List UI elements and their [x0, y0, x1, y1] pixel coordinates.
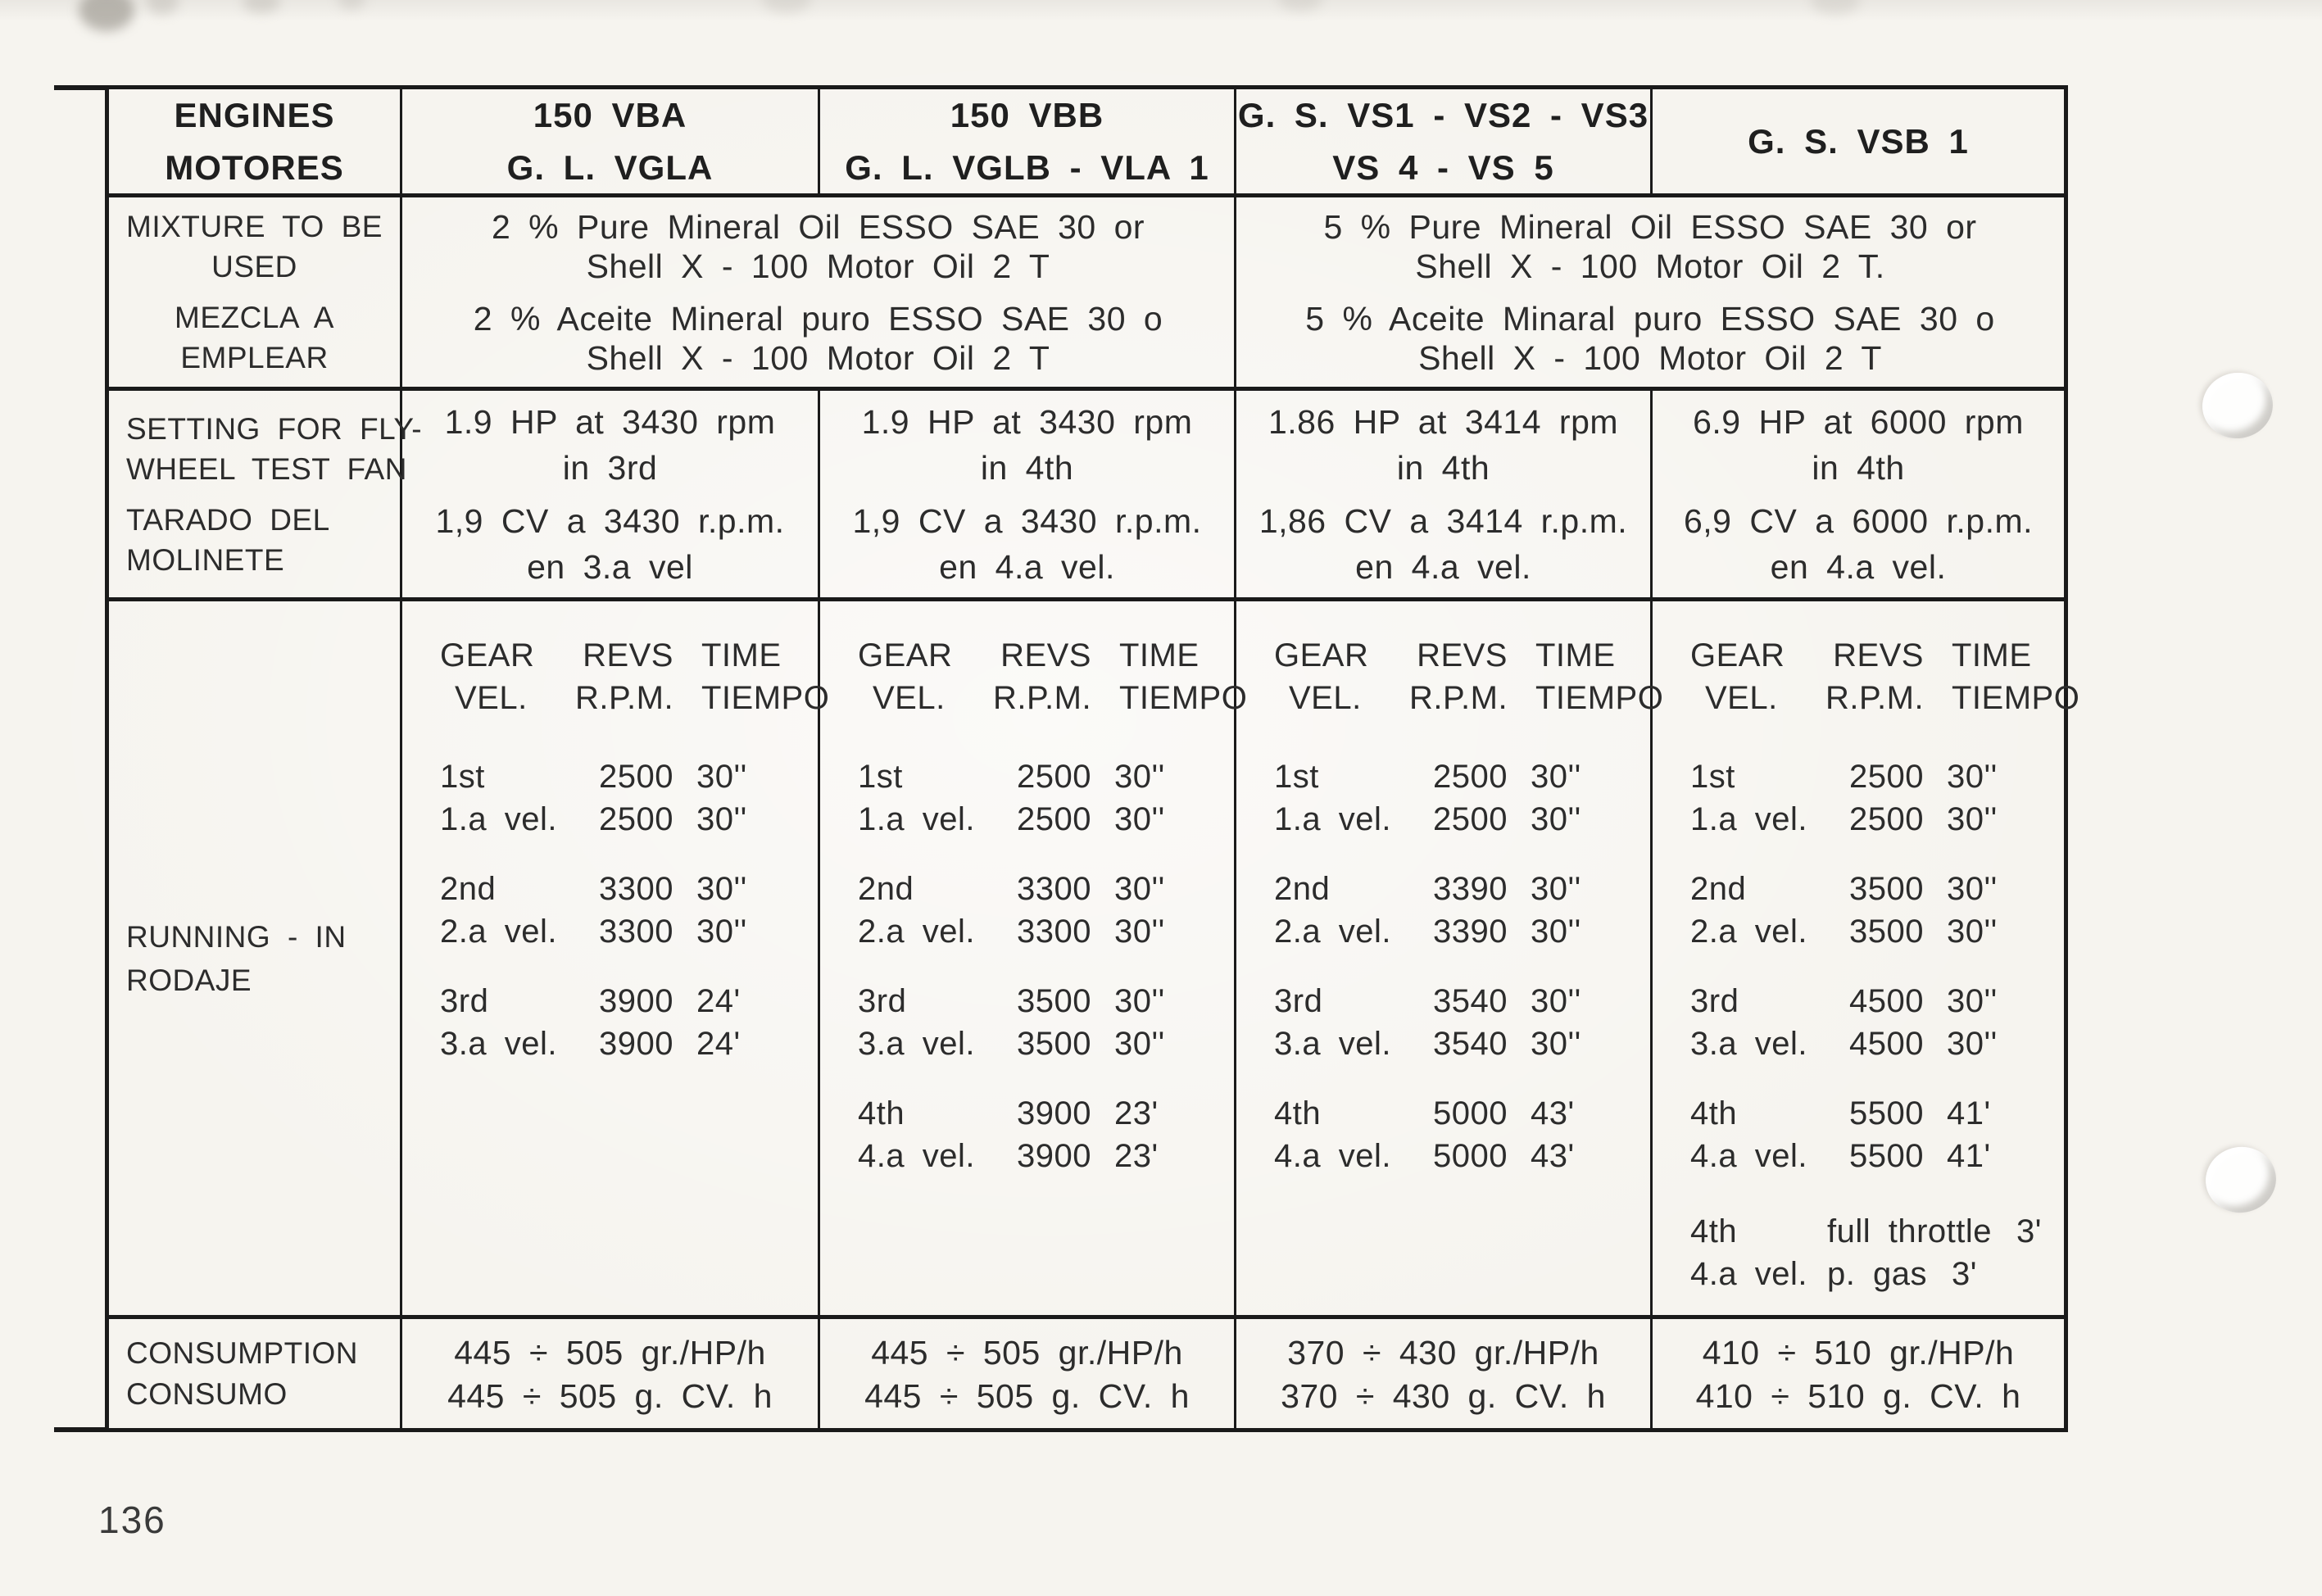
gear-label: 3.a vel.	[858, 1026, 975, 1062]
time-value: 30''	[1114, 759, 1165, 795]
consumption-line: 445 ÷ 505 g. CV. h	[864, 1376, 1190, 1415]
gear-label: 4.a vel.	[1274, 1138, 1391, 1174]
time-col-header: TIME	[1119, 637, 1200, 673]
flywheel-cell-150-vbb	[820, 391, 1236, 601]
gear-group	[1653, 755, 2064, 841]
gear-row	[820, 1135, 1234, 1177]
header-line: ENGINES	[174, 95, 335, 134]
gear-col-header-es: VEL.	[455, 680, 528, 716]
revs-col-header-es: R.P.M.	[575, 680, 674, 716]
gear-col-header: GEAR	[440, 637, 535, 673]
revs-value: 3900	[1017, 1138, 1091, 1174]
revs-value: 5000	[1433, 1138, 1508, 1174]
revs-value: 3500	[1017, 983, 1091, 1019]
gear-group	[1236, 755, 1650, 841]
flywheel-line: 1,9 CV a 3430 r.p.m.	[435, 501, 785, 540]
time-value: 30''	[1947, 1026, 1998, 1062]
flywheel-line: 1.9 HP at 3430 rpm	[444, 402, 776, 441]
gear-label: 2nd	[1274, 871, 1331, 907]
time-value: 30''	[1947, 801, 1998, 837]
header-cell-gs-vsb1	[1653, 89, 2064, 197]
time-value: 30''	[1531, 871, 1581, 907]
revs-col-header-es: R.P.M.	[1409, 680, 1508, 716]
flywheel-cell-gs-vsb1	[1653, 391, 2064, 601]
gear-label: 2nd	[1690, 871, 1747, 907]
time-value: 23'	[1114, 1095, 1159, 1131]
gear-label: 1st	[1274, 759, 1319, 795]
gear-group	[1653, 980, 2064, 1065]
gear-label: 4th	[1690, 1213, 1738, 1249]
gear-row	[1653, 1253, 2064, 1295]
mixture-label-line: MEZCLA A	[175, 301, 334, 334]
time-value: 30''	[696, 801, 747, 837]
gear-label: 3.a vel.	[1690, 1026, 1807, 1062]
gear-group	[1236, 868, 1650, 953]
flywheel-line: in 3rd	[562, 448, 658, 487]
gear-row	[1653, 798, 2064, 841]
mixture-line: 5 % Aceite Minaral puro ESSO SAE 30 o	[1305, 299, 1995, 338]
gear-col-header-es: VEL.	[1705, 680, 1778, 716]
mixture-line: Shell X - 100 Motor Oil 2 T	[1418, 338, 1882, 377]
gear-row	[402, 980, 818, 1022]
revs-value: 2500	[599, 759, 673, 795]
gear-group	[1653, 1092, 2064, 1177]
gear-label: 2nd	[858, 871, 914, 907]
page-number: 136	[98, 1499, 166, 1541]
gear-label: 2.a vel.	[1274, 914, 1391, 950]
gear-group	[820, 1092, 1234, 1177]
gear-label: 2nd	[440, 871, 497, 907]
gear-col-header-es: VEL.	[873, 680, 946, 716]
table-top-rule	[54, 85, 107, 90]
gear-row	[402, 910, 818, 953]
gear-label: 4.a vel.	[1690, 1138, 1807, 1174]
consumption-line: 370 ÷ 430 g. CV. h	[1281, 1376, 1606, 1415]
gear-label: 2.a vel.	[858, 914, 975, 950]
time-value: 30''	[696, 914, 747, 950]
time-value: 3'	[1951, 1256, 1977, 1292]
gear-label: 2.a vel.	[1690, 914, 1807, 950]
revs-col-header-es: R.P.M.	[1825, 680, 1925, 716]
gear-row	[1236, 1092, 1650, 1135]
time-value: 30''	[696, 759, 747, 795]
time-value: 30''	[1947, 759, 1998, 795]
gear-row	[1653, 910, 2064, 953]
gear-row	[820, 798, 1234, 841]
running-in-cell-150-vba	[402, 601, 830, 1319]
scan-smudge	[79, 0, 134, 31]
gear-label: 3.a vel.	[440, 1026, 557, 1062]
gear-row	[1653, 868, 2064, 910]
time-col-header-es: TIEMPO	[1119, 680, 1248, 716]
gear-row	[1236, 910, 1650, 953]
gear-col-header-es: VEL.	[1289, 680, 1362, 716]
mixture-label-line: USED	[211, 250, 297, 283]
gear-header-row-es	[402, 677, 830, 719]
gear-col-header: GEAR	[858, 637, 953, 673]
flywheel-label-line: WHEEL TEST FAN	[126, 451, 407, 486]
gear-label: 1st	[440, 759, 485, 795]
gear-row	[1236, 868, 1650, 910]
header-line: VS 4 - VS 5	[1332, 147, 1554, 187]
gear-row	[402, 1022, 818, 1065]
gear-row	[1653, 1022, 2064, 1065]
header-cell-150-vba	[402, 89, 820, 197]
time-value: 30''	[1114, 914, 1165, 950]
revs-value: 3900	[1017, 1095, 1091, 1131]
gear-table-header	[402, 634, 830, 719]
time-value: 30''	[1531, 914, 1581, 950]
gear-table-header	[1653, 634, 2080, 719]
time-value: 41'	[1947, 1138, 1991, 1174]
time-value: 30''	[1947, 871, 1998, 907]
flywheel-line: en 3.a vel	[527, 547, 693, 586]
consumption-label-line: CONSUMO	[126, 1376, 288, 1411]
throttle-note: full throttle	[1827, 1213, 1993, 1249]
consumption-cell-gs-vsb1	[1653, 1319, 2064, 1428]
header-line: G. L. VGLA	[506, 147, 714, 187]
revs-value: 2500	[599, 801, 673, 837]
mixture-line: 2 % Aceite Mineral puro ESSO SAE 30 o	[473, 299, 1163, 338]
time-value: 3'	[2016, 1213, 2042, 1249]
gear-group	[1236, 980, 1650, 1065]
gear-label: 4th	[1274, 1095, 1322, 1131]
mixture-cell-2-percent	[402, 197, 1236, 391]
gear-label: 1.a vel.	[858, 801, 975, 837]
flywheel-line: in 4th	[1812, 448, 1905, 487]
revs-value: 3300	[1017, 914, 1091, 950]
gear-row	[1236, 798, 1650, 841]
gear-header-row-en	[1236, 634, 1650, 677]
flywheel-line: in 4th	[1396, 448, 1490, 487]
gear-header-row-es	[820, 677, 1248, 719]
consumption-line: 410 ÷ 510 gr./HP/h	[1702, 1333, 2015, 1372]
time-col-header-es: TIEMPO	[1535, 680, 1664, 716]
consumption-cell-gs-vs	[1236, 1319, 1653, 1428]
flywheel-line: en 4.a vel.	[939, 547, 1115, 586]
revs-value: 2500	[1433, 759, 1508, 795]
flywheel-cell-gs-vs	[1236, 391, 1653, 601]
gear-label: 4.a vel.	[858, 1138, 975, 1174]
revs-value: 4500	[1849, 1026, 1924, 1062]
consumption-cell-150-vbb	[820, 1319, 1236, 1428]
gear-row	[1653, 1135, 2064, 1177]
revs-value: 3540	[1433, 1026, 1508, 1062]
time-value: 43'	[1531, 1095, 1575, 1131]
revs-col-header: REVS	[1833, 637, 1924, 673]
consumption-label-line: CONSUMPTION	[126, 1335, 358, 1370]
flywheel-line: in 4th	[980, 448, 1074, 487]
mixture-line: Shell X - 100 Motor Oil 2 T	[586, 338, 1050, 377]
time-value: 30''	[1531, 759, 1581, 795]
gear-label: 3rd	[1690, 983, 1739, 1019]
revs-col-header: REVS	[1000, 637, 1091, 673]
revs-col-header: REVS	[1417, 637, 1508, 673]
flywheel-line: en 4.a vel.	[1355, 547, 1531, 586]
time-value: 30''	[1947, 983, 1998, 1019]
revs-col-header: REVS	[583, 637, 673, 673]
time-value: 30''	[1114, 1026, 1165, 1062]
revs-value: 3500	[1849, 871, 1924, 907]
gear-group	[402, 755, 818, 841]
gear-row	[1236, 1135, 1650, 1177]
gear-group-full-throttle	[1653, 1210, 2064, 1295]
gear-table-header	[820, 634, 1248, 719]
running-in-cell-150-vbb	[820, 601, 1248, 1319]
gear-label: 4th	[858, 1095, 905, 1131]
gear-label: 1st	[858, 759, 903, 795]
revs-value: 3390	[1433, 914, 1508, 950]
flywheel-line: 1,9 CV a 3430 r.p.m.	[852, 501, 1202, 540]
gear-header-row-es	[1236, 677, 1664, 719]
time-value: 43'	[1531, 1138, 1575, 1174]
flywheel-line: 1.9 HP at 3430 rpm	[861, 402, 1193, 441]
gear-row	[1236, 1022, 1650, 1065]
time-col-header: TIME	[1952, 637, 2032, 673]
mixture-cell-5-percent	[1236, 197, 2064, 391]
header-line: MOTORES	[165, 147, 344, 187]
revs-value: 5500	[1849, 1095, 1924, 1131]
gear-row	[1653, 1210, 2064, 1253]
gear-row	[820, 868, 1234, 910]
revs-value: 3500	[1017, 1026, 1091, 1062]
gear-header-row-en	[1653, 634, 2064, 677]
engine-spec-table	[105, 85, 2080, 1432]
time-value: 30''	[696, 871, 747, 907]
gear-row	[402, 755, 818, 798]
gear-label: 1.a vel.	[1274, 801, 1391, 837]
scan-smudge	[1278, 0, 1322, 11]
gear-row	[820, 1092, 1234, 1135]
revs-value: 3390	[1433, 871, 1508, 907]
mixture-line: 2 % Pure Mineral Oil ESSO SAE 30 or	[491, 207, 1145, 246]
mixture-line: Shell X - 100 Motor Oil 2 T.	[1415, 247, 1885, 285]
revs-value: 4500	[1849, 983, 1924, 1019]
header-line: 150 VBB	[950, 95, 1104, 134]
gear-row	[1653, 1092, 2064, 1135]
gear-row	[402, 798, 818, 841]
throttle-note-es: p. gas	[1827, 1256, 1927, 1292]
gear-row	[1236, 755, 1650, 798]
revs-value: 2500	[1433, 801, 1508, 837]
scan-smudge	[762, 0, 811, 13]
time-value: 30''	[1947, 914, 1998, 950]
time-col-header: TIME	[1535, 637, 1616, 673]
header-cell-150-vbb	[820, 89, 1236, 197]
consumption-line: 445 ÷ 505 gr./HP/h	[871, 1333, 1183, 1372]
revs-value: 3300	[1017, 871, 1091, 907]
gear-group	[820, 755, 1234, 841]
gear-label: 1.a vel.	[440, 801, 557, 837]
consumption-line: 370 ÷ 430 gr./HP/h	[1287, 1333, 1599, 1372]
gear-label: 1st	[1690, 759, 1735, 795]
hole-punch	[2201, 1141, 2282, 1218]
scan-smudge	[1811, 0, 1860, 15]
gear-label: 3rd	[440, 983, 489, 1019]
gear-table-header	[1236, 634, 1664, 719]
gear-col-header: GEAR	[1274, 637, 1369, 673]
revs-col-header-es: R.P.M.	[993, 680, 1092, 716]
revs-value: 3900	[599, 983, 673, 1019]
time-value: 41'	[1947, 1095, 1991, 1131]
gear-label: 3rd	[858, 983, 907, 1019]
gear-label: 3.a vel.	[1274, 1026, 1391, 1062]
gear-row	[1236, 980, 1650, 1022]
gear-row	[820, 980, 1234, 1022]
mixture-line: Shell X - 100 Motor Oil 2 T	[586, 247, 1050, 285]
flywheel-line: 6.9 HP at 6000 rpm	[1693, 402, 2024, 441]
revs-value: 2500	[1849, 801, 1924, 837]
revs-value: 2500	[1017, 801, 1091, 837]
header-line: G. S. VSB 1	[1748, 121, 1969, 161]
time-value: 30''	[1114, 983, 1165, 1019]
gear-group	[402, 980, 818, 1065]
time-col-header-es: TIEMPO	[701, 680, 830, 716]
table-bottom-rule	[54, 1427, 107, 1432]
running-in-cell-gs-vsb1	[1653, 601, 2080, 1319]
consumption-cell-150-vba	[402, 1319, 820, 1428]
gear-label: 4th	[1690, 1095, 1738, 1131]
header-cell-engines	[109, 89, 402, 197]
revs-value: 5500	[1849, 1138, 1924, 1174]
running-in-label-line: RODAJE	[126, 963, 252, 997]
gear-row	[820, 1022, 1234, 1065]
revs-value: 2500	[1849, 759, 1924, 795]
hole-punch	[2198, 368, 2277, 442]
gear-row	[820, 755, 1234, 798]
time-value: 24'	[696, 1026, 741, 1062]
gear-row	[820, 910, 1234, 953]
revs-value: 3900	[599, 1026, 673, 1062]
gear-row	[402, 868, 818, 910]
time-col-header: TIME	[701, 637, 782, 673]
flywheel-label-cell	[109, 391, 423, 601]
running-in-cell-gs-vs	[1236, 601, 1664, 1319]
revs-value: 3500	[1849, 914, 1924, 950]
gear-header-row-en	[402, 634, 818, 677]
gear-group	[1653, 868, 2064, 953]
header-line: 150 VBA	[533, 95, 687, 134]
gear-label: 3rd	[1274, 983, 1323, 1019]
flywheel-line: 1.86 HP at 3414 rpm	[1268, 402, 1619, 441]
revs-value: 3300	[599, 871, 673, 907]
time-value: 30''	[1531, 801, 1581, 837]
flywheel-label-line: MOLINETE	[126, 542, 285, 577]
time-value: 30''	[1531, 1026, 1581, 1062]
gear-group	[402, 868, 818, 953]
mixture-label-cell	[109, 197, 402, 391]
mixture-line: 5 % Pure Mineral Oil ESSO SAE 30 or	[1323, 207, 1977, 246]
header-line: G. S. VS1 - VS2 - VS3	[1237, 95, 1649, 134]
gear-group	[1236, 1092, 1650, 1177]
scan-smudge	[243, 0, 280, 13]
time-value: 30''	[1114, 871, 1165, 907]
consumption-line: 445 ÷ 505 g. CV. h	[447, 1376, 773, 1415]
gear-group	[820, 868, 1234, 953]
time-value: 23'	[1114, 1138, 1159, 1174]
revs-value: 2500	[1017, 759, 1091, 795]
time-col-header-es: TIEMPO	[1952, 680, 2080, 716]
scan-smudge	[338, 0, 365, 10]
flywheel-label-line: SETTING FOR FLY-	[126, 411, 423, 446]
gear-col-header: GEAR	[1690, 637, 1785, 673]
time-value: 30''	[1114, 801, 1165, 837]
flywheel-line: 1,86 CV a 3414 r.p.m.	[1259, 501, 1628, 540]
revs-value: 5000	[1433, 1095, 1508, 1131]
scan-smudge	[146, 0, 179, 15]
gear-label: 2.a vel.	[440, 914, 557, 950]
gear-row	[1653, 755, 2064, 798]
gear-group	[820, 980, 1234, 1065]
revs-value: 3540	[1433, 983, 1508, 1019]
consumption-line: 410 ÷ 510 g. CV. h	[1695, 1376, 2021, 1415]
gear-row	[1653, 980, 2064, 1022]
gear-label: 4.a vel.	[1690, 1256, 1807, 1292]
flywheel-cell-150-vba	[402, 391, 820, 601]
flywheel-line: 6,9 CV a 6000 r.p.m.	[1683, 501, 2034, 540]
consumption-line: 445 ÷ 505 gr./HP/h	[454, 1333, 766, 1372]
running-in-label-line: RUNNING - IN	[126, 919, 347, 954]
running-in-label-cell	[109, 601, 402, 1319]
gear-header-row-en	[820, 634, 1234, 677]
consumption-label-cell	[109, 1319, 402, 1428]
flywheel-line: en 4.a vel.	[1770, 547, 1947, 586]
time-value: 30''	[1531, 983, 1581, 1019]
gear-label: 1.a vel.	[1690, 801, 1807, 837]
revs-value: 3300	[599, 914, 673, 950]
flywheel-label-line: TARADO DEL	[126, 502, 330, 537]
header-line: G. L. VGLB - VLA 1	[845, 147, 1209, 187]
mixture-label-line: MIXTURE TO BE	[126, 210, 383, 243]
time-value: 24'	[696, 983, 741, 1019]
header-cell-gs-vs	[1236, 89, 1653, 197]
gear-header-row-es	[1653, 677, 2080, 719]
mixture-label-line: EMPLEAR	[180, 341, 329, 374]
